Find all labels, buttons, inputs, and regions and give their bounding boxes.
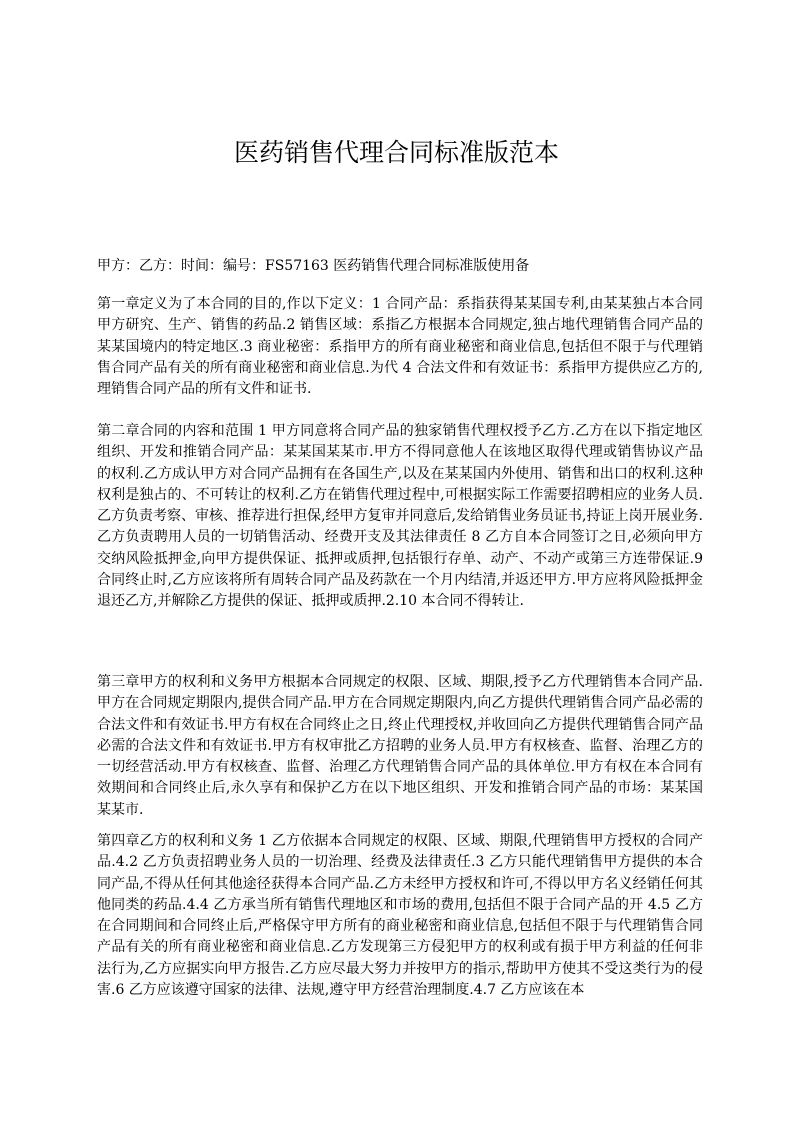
chapter-1-paragraph: 第一章定义为了本合同的目的,作以下定义：1 合同产品：系指获得某某国专利,由某某独占本合同甲方研究、生产、销售的药品.2 销售区域：系指乙方根据本合同规定,独占地代理销售合同产品的某某国境内的特定地区.3 商业秘密：系指甲方的所有商业秘密和商业信息,包括但不限于与代理销售合同产品有关的所有商业秘密和商业信息.为代 4 合法文件和有效证书：系指甲方提供应乙方的,理销售合同产品的所有文件和证书.	[97, 296, 703, 398]
document-title: 医药销售代理合同标准版范本	[233, 138, 559, 167]
chapter-4-paragraph: 第四章乙方的权利和义务 1 乙方依据本合同规定的权限、区域、期限,代理销售甲方授权的合同产品.4.2 乙方负责招聘业务人员的一切治理、经费及法律责任.3 乙方只能代理销售甲方提供的本合同产品,不得从任何其他途径获得本合同产品.乙方未经甲方授权和许可,不得以甲方名义经销任何其他同类的药品.4.4 乙方承当所有销售代理地区和市场的费用,包括但不限于合同产品的开 4.5 乙方在合同期间和合同终止后,严格保守甲方所有的商业秘密和商业信息,包括但不限于与代理销售合同产品有关的所有商业秘密和商业信息.乙方发现第三方侵犯甲方的权利或有损于甲方利益的任何非法行为,乙方应据实向甲方报告.乙方应尽最大努力并按甲方的指示,帮助甲方使其不受这类行为的侵害.6 乙方应该遵守国家的法律、法规,遵守甲方经营治理制度.4.7 乙方应该在本	[97, 833, 703, 999]
chapter-2-paragraph: 第二章合同的内容和范围 1 甲方同意将合同产品的独家销售代理权授予乙方.乙方在以下指定地区组织、开发和推销合同产品：某某国某某市.甲方不得同意他人在该地区取得代理或销售协议产品的权利.乙方成认甲方对合同产品拥有在各国生产,以及在某某国内外使用、销售和出口的权利.这种权利是独占的、不可转让的权利.乙方在销售代理过程中,可根据实际工作需要招聘相应的业务人员.乙方负责考察、审核、推荐进行担保,经甲方复审并同意后,发给销售业务员证书,持证上岗开展业务.乙方负责聘用人员的一切销售活动、经费开支及其法律责任 8 乙方自本合同签订之日,必须向甲方交纳风险抵押金,向甲方提供保证、抵押或质押,包括银行存单、动产、不动产或第三方连带保证.9 合同终止时,乙方应该将所有周转合同产品及药款在一个月内结清,并返还甲方.甲方应将风险抵押金退还乙方,并解除乙方提供的保证、抵押或质押.2.10 本合同不得转让.	[97, 423, 703, 610]
chapter-3-paragraph: 第三章甲方的权利和义务甲方根据本合同规定的权限、区域、期限,授予乙方代理销售本合同产品.甲方在合同规定期限内,提供合同产品.甲方在合同规定期限内,向乙方提供代理销售合同产品必需的合法文件和有效证书.甲方有权在合同终止之日,终止代理授权,并收回向乙方提供代理销售合同产品必需的合法文件和有效证书.甲方有权审批乙方招聘的业务人员.甲方有权核查、监督、治理乙方的一切经营活动.甲方有权核查、监督、治理乙方代理销售合同产品的具体单位.甲方有权在本合同有效期间和合同终止后,永久享有和保护乙方在以下地区组织、开发和推销合同产品的市场：某某国某某市.	[97, 674, 703, 818]
document-meta-line: 甲方：乙方：时间：编号：FS57163 医药销售代理合同标准版使用备	[97, 258, 530, 274]
